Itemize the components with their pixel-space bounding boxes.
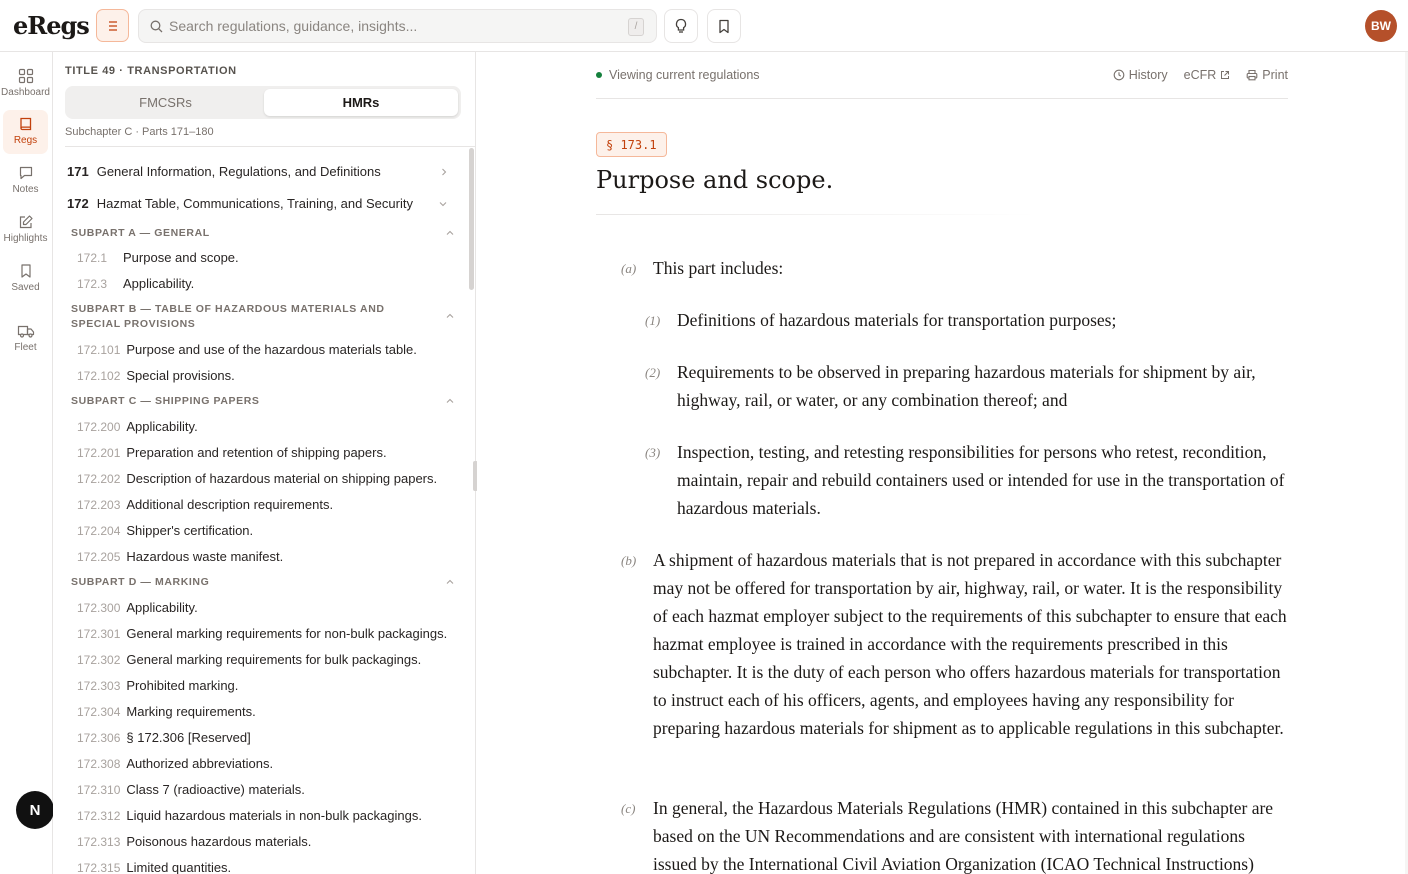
part-number: 171 [67, 164, 89, 179]
section-title: Authorized abbreviations. [126, 756, 274, 771]
chevron-down-icon [439, 201, 447, 207]
paragraph-a-1: Definitions of hazardous materials for transportation purposes; [677, 310, 1117, 330]
search-bar[interactable] [138, 9, 657, 43]
regulation-navigator [53, 52, 476, 874]
section-172-202[interactable] [77, 471, 437, 486]
history-label: History [1128, 68, 1168, 82]
section-number: 172.315 [77, 861, 121, 874]
print-button[interactable] [1246, 68, 1288, 82]
section-title: Applicability. [126, 600, 198, 615]
top-bar [0, 0, 1408, 52]
part-title: General Information, Regulations, and Definitions [96, 164, 381, 179]
section-172-313[interactable] [77, 834, 311, 849]
section-number: 172.308 [77, 757, 121, 771]
section-number: 172.312 [77, 809, 121, 823]
paragraph-b: A shipment of hazardous materials that is not prepared in accordance with this subchapter may not be offered for transportation by air, highway, rail, or water. It is the responsibility of each hazmat employer subject to the requirements of this subchapter to ensure that each hazmat employee is trained in accordance with the requirements prescribed in this subchapter. It is the duty of each person who offers hazardous materials for transportation to instruct each of his officers, agents, and employees having any responsibility for preparing hazardous materials for shipment as to applicable regulations in this subchapter. [653, 550, 1287, 738]
divider [596, 98, 1288, 99]
section-172-312[interactable] [77, 808, 422, 823]
rail-item-fleet[interactable] [3, 317, 48, 361]
content-toolbar [1113, 68, 1288, 82]
section-172-102[interactable] [77, 368, 235, 383]
section-number: 172.310 [77, 783, 121, 797]
section-title: Prohibited marking. [126, 678, 239, 693]
search-shortcut-hint: / [628, 18, 644, 36]
section-title: Additional description requirements. [126, 497, 334, 512]
left-rail [0, 52, 53, 874]
external-link-icon [1220, 70, 1230, 80]
section-number: 172.313 [77, 835, 121, 849]
paragraph-label: (b) [621, 553, 637, 568]
rail-label: Regs [13, 135, 38, 146]
chevron-right-icon [441, 168, 447, 176]
section-number: 172.204 [77, 524, 121, 538]
section-172-302[interactable] [77, 652, 421, 667]
ecfr-link[interactable] [1184, 68, 1231, 82]
section-172-3[interactable] [77, 276, 194, 291]
clock-icon [1113, 69, 1125, 81]
section-172-310[interactable] [77, 782, 305, 797]
section-172-301[interactable] [77, 626, 447, 641]
section-172-304[interactable] [77, 704, 256, 719]
paragraph-label: (2) [645, 365, 661, 380]
rail-item-saved[interactable] [3, 257, 48, 301]
paragraph-a: This part includes: [653, 258, 784, 278]
chevron-up-icon [446, 230, 454, 236]
lightbulb-icon [674, 18, 688, 34]
paragraph-c: In general, the Hazardous Materials Regulations (HMR) contained in this subchapter are based on the UN Recommendations and are consistent with international regulations issued by the International Civil Aviation Organization (ICAO Technical Instructions) [653, 798, 1274, 874]
status-dot [596, 72, 602, 78]
bookmark-icon [18, 263, 34, 279]
section-172-205[interactable] [77, 549, 283, 564]
section-172-315[interactable] [77, 860, 231, 874]
section-number: 172.302 [77, 653, 121, 667]
tab-fmcsrs[interactable]: FMCSRs [139, 95, 192, 110]
chevron-up-icon [446, 398, 454, 404]
rail-item-regs[interactable] [3, 110, 48, 154]
section-number: 172.201 [77, 446, 121, 460]
section-number: 172.203 [77, 498, 121, 512]
section-title: Limited quantities. [126, 860, 232, 874]
rail-label: Saved [11, 282, 40, 293]
chevron-up-icon [446, 313, 454, 319]
section-172-303[interactable] [77, 678, 238, 693]
paragraph-a-2: Requirements to be observed in preparing hazardous materials for shipment by air, highway, rail, or water, or any combination thereof; and [677, 362, 1256, 410]
section-title: § 172.306 [Reserved] [126, 730, 251, 745]
ecfr-label: eCFR [1183, 68, 1217, 82]
user-avatar[interactable]: BW [1365, 10, 1397, 42]
rail-label: Fleet [14, 342, 37, 353]
sidebar-scrollbar[interactable] [469, 148, 474, 290]
section-title: General marking requirements for bulk packagings. [126, 652, 422, 667]
title-label: TITLE 49 · TRANSPORTATION [65, 65, 237, 77]
section-title: Shipper's certification. [126, 523, 254, 538]
regulation-content [477, 52, 1408, 874]
rail-label: Highlights [3, 233, 48, 244]
subpart-c-header[interactable]: SUBPART C — SHIPPING PAPERS [71, 395, 260, 407]
grid-icon [18, 68, 34, 84]
section-172-306[interactable] [77, 730, 251, 745]
section-number: 172.306 [77, 731, 121, 745]
section-title: Marking requirements. [126, 704, 256, 719]
insights-button[interactable] [664, 9, 698, 43]
regulation-set-toggle [65, 86, 461, 119]
section-title: Poisonous hazardous materials. [126, 834, 312, 849]
section-title: Special provisions. [126, 368, 235, 383]
app-logo[interactable]: eRegs [13, 11, 89, 40]
section-title: Class 7 (radioactive) materials. [126, 782, 305, 797]
chevron-up-icon [446, 579, 454, 585]
menu-toggle-button[interactable] [96, 9, 129, 42]
divider [65, 146, 475, 147]
paragraph-a-3: Inspection, testing, and retesting responsibilities for persons who retest, recondition, maintain, repair and rebuild containers used or intended for use in the transportation of hazardous materials. [677, 442, 1285, 518]
section-title: Purpose and scope. [123, 250, 239, 265]
status-text: Viewing current regulations [609, 68, 760, 82]
search-icon [150, 20, 163, 33]
n-badge[interactable]: N [16, 791, 54, 829]
part-title: Hazmat Table, Communications, Training, and Security [96, 196, 413, 211]
section-number: 172.200 [77, 420, 121, 434]
section-number: 172.101 [77, 343, 121, 357]
section-number: 172.304 [77, 705, 121, 719]
section-number: 172.202 [77, 472, 121, 486]
rail-label: Dashboard [1, 87, 50, 98]
status-indicator [596, 68, 760, 82]
section-172-1[interactable] [77, 250, 239, 265]
section-number: 172.1 [77, 251, 108, 265]
part-number: 172 [67, 196, 89, 211]
section-172-204[interactable] [77, 523, 253, 538]
section-title: General marking requirements for non-bulk packagings. [126, 626, 448, 641]
section-badge: § 173.1 [596, 132, 667, 157]
menu-icon [107, 21, 119, 31]
section-title: Applicability. [126, 419, 198, 434]
section-number: 172.303 [77, 679, 121, 693]
heading-divider [596, 214, 1036, 215]
part-172-row[interactable] [67, 196, 467, 211]
section-number: 172.102 [77, 369, 121, 383]
rail-item-dashboard[interactable] [3, 62, 48, 106]
section-172-200[interactable] [77, 419, 198, 434]
print-label: Print [1262, 68, 1288, 82]
section-172-308[interactable] [77, 756, 273, 771]
truck-icon [17, 323, 35, 339]
paragraph-label: (1) [645, 313, 661, 328]
part-171-row[interactable] [67, 164, 467, 179]
section-title: Hazardous waste manifest. [126, 549, 284, 564]
paragraph-label: (c) [621, 801, 636, 816]
bookmarks-button[interactable] [707, 9, 741, 43]
search-input[interactable] [169, 10, 609, 42]
paragraph-label: (a) [621, 261, 637, 276]
section-title: Preparation and retention of shipping papers. [126, 445, 387, 460]
section-title: Description of hazardous material on shipping papers. [126, 471, 438, 486]
section-heading: Purpose and scope. [596, 166, 834, 194]
subpart-b-header[interactable]: SUBPART B — TABLE OF HAZARDOUS MATERIALS AND SPECIAL PROVISIONS [71, 303, 385, 330]
subpart-a-header[interactable]: SUBPART A — GENERAL [71, 227, 210, 239]
rail-item-notes[interactable] [3, 159, 48, 203]
section-number: 172.3 [77, 277, 108, 291]
subchapter-label: Subchapter C · Parts 171–180 [65, 126, 214, 138]
section-number: 172.205 [77, 550, 121, 564]
section-title: Purpose and use of the hazardous materials table. [126, 342, 417, 357]
bookmark-icon [718, 19, 730, 34]
section-172-201[interactable] [77, 445, 387, 460]
section-title: Liquid hazardous materials in non-bulk packagings. [126, 808, 422, 823]
section-172-300[interactable] [77, 600, 198, 615]
pencil-square-icon [18, 214, 34, 230]
rail-label: Notes [12, 184, 39, 195]
history-button[interactable] [1113, 68, 1168, 82]
paragraph-label: (3) [645, 445, 661, 460]
section-title: Applicability. [123, 276, 195, 291]
rail-item-highlights[interactable] [3, 208, 48, 252]
subpart-d-header[interactable]: SUBPART D — MARKING [71, 576, 210, 588]
section-number: 172.301 [77, 627, 121, 641]
section-172-101[interactable] [77, 342, 417, 357]
chat-icon [18, 165, 34, 181]
section-172-203[interactable] [77, 497, 333, 512]
section-number: 172.300 [77, 601, 121, 615]
tab-hmrs[interactable]: HMRs [264, 89, 458, 116]
printer-icon [1246, 69, 1258, 81]
book-icon [18, 116, 34, 132]
